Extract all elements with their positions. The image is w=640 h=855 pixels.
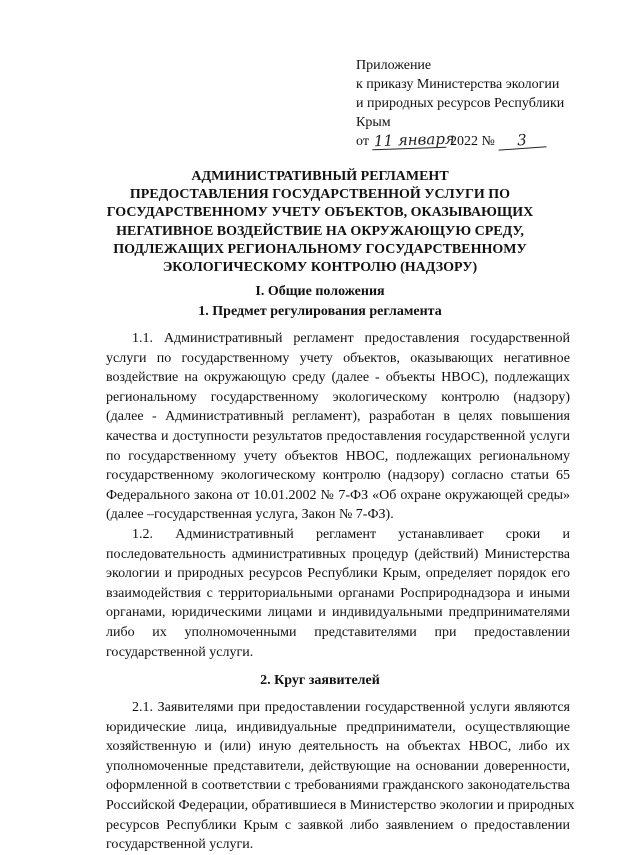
appendix-line: Приложение	[356, 58, 432, 73]
section-heading: I. Общие положения	[255, 284, 385, 299]
paragraph-line: органами, юридическими лицами и индивидуальными предпринимателями	[106, 605, 570, 621]
paragraph-line: качества и доступности результатов предоставления государственной услуги	[106, 428, 570, 444]
paragraph-1-1	[106, 329, 570, 525]
title-line: НЕГАТИВНОЕ ВОЗДЕЙСТВИЕ НА ОКРУЖАЮЩУЮ СРЕДУ,	[116, 223, 524, 239]
paragraph-2-1	[106, 698, 575, 855]
paragraph-line: услуги по государственному учету объектов, оказывающих негативное	[106, 350, 570, 366]
date-prefix: от	[356, 134, 369, 149]
paragraph-line: региональному государственному экологическому контролю (надзору)	[106, 389, 570, 405]
paragraph-line: экологии и природных ресурсов Республики Крым, определяет порядок его	[106, 566, 570, 582]
paragraph-line: (далее - Административный регламент), разработан в целях повышения	[106, 409, 570, 425]
paragraph-line: 1.2. Административный регламент устанавливает сроки и	[132, 527, 570, 542]
paragraph-line: оформленной в соответствии с требованиями гражданского законодательства	[106, 778, 570, 794]
handwritten-date: 11 января	[374, 129, 456, 151]
paragraph-line: юридические лица, индивидуальные предприниматели, осуществляющие	[106, 719, 570, 735]
paragraph-line: хозяйственную и (или) иную деятельность на объектах НВОС, либо их	[106, 739, 570, 755]
order-date-line	[356, 129, 626, 151]
subsection-heading: 1. Предмет регулирования регламента	[198, 304, 442, 319]
title-line: АДМИНИСТРАТИВНЫЙ РЕГЛАМЕНТ	[191, 169, 449, 184]
paragraph-line: Российской Федерации, обратившиеся в Министерство экологии и природных	[106, 797, 575, 813]
paragraph-line: по государственному учету объектов НВОС, подлежащих региональному	[106, 448, 570, 464]
paragraph-line: последовательность административных процедур (действий) Министерства	[106, 546, 570, 562]
paragraph-line: либо их уполномоченными представителями при предоставлении	[106, 624, 570, 640]
title-line: ПРЕДОСТАВЛЕНИЯ ГОСУДАРСТВЕННОЙ УСЛУГИ ПО	[129, 187, 511, 203]
paragraph-line: ресурсов Республики Крым с заявкой либо заявлением о предоставлении	[106, 817, 570, 833]
paragraph-line: Федерального закона от 10.01.2002 № 7-ФЗ «Об охране окружающей среды»	[106, 487, 570, 503]
document-title	[90, 168, 550, 277]
paragraph-line: (далее –государственная услуга, Закон № 7-ФЗ).	[106, 507, 394, 523]
number-sign: №	[481, 134, 495, 149]
appendix-block	[356, 56, 626, 151]
paragraph-line: 2.1. Заявителями при предоставлении государственной услуги являются	[132, 700, 570, 715]
paragraph-line: государственной услуги.	[106, 644, 254, 660]
paragraph-line: взаимодействия с территориальными органами Росприроднадзора и иными	[106, 585, 570, 601]
handwritten-order-number: 3	[498, 131, 547, 150]
subsection-heading: 2. Круг заявителей	[260, 673, 380, 688]
paragraph-line: уполномоченные представители, действующие на основании доверенности,	[106, 758, 570, 774]
appendix-line: к приказу Министерства экологии	[356, 77, 560, 92]
paragraph-line: государственной услуги.	[106, 837, 254, 853]
paragraph-line: государственному экологическому контролю (надзору) согласно статьи 65	[106, 468, 570, 484]
title-line: ПОДЛЕЖАЩИХ РЕГИОНАЛЬНОМУ ГОСУДАРСТВЕННОМУ	[113, 241, 527, 257]
paragraph-1-2	[106, 525, 570, 662]
appendix-line: и природных ресурсов Республики	[356, 96, 565, 111]
date-year: 2022	[449, 134, 478, 149]
paragraph-line: воздействие на окружающую среду (далее - объекты НВОС), подлежащих	[106, 370, 570, 386]
title-line: ЭКОЛОГИЧЕСКОМУ КОНТРОЛЮ (НАДЗОРУ)	[162, 260, 478, 276]
title-line: ГОСУДАРСТВЕННОМУ УЧЕТУ ОБЪЕКТОВ, ОКАЗЫВАЮЩИХ	[106, 205, 534, 221]
paragraph-line: 1.1. Административный регламент предоставления государственной	[132, 331, 570, 346]
appendix-line: Крым	[356, 115, 391, 130]
